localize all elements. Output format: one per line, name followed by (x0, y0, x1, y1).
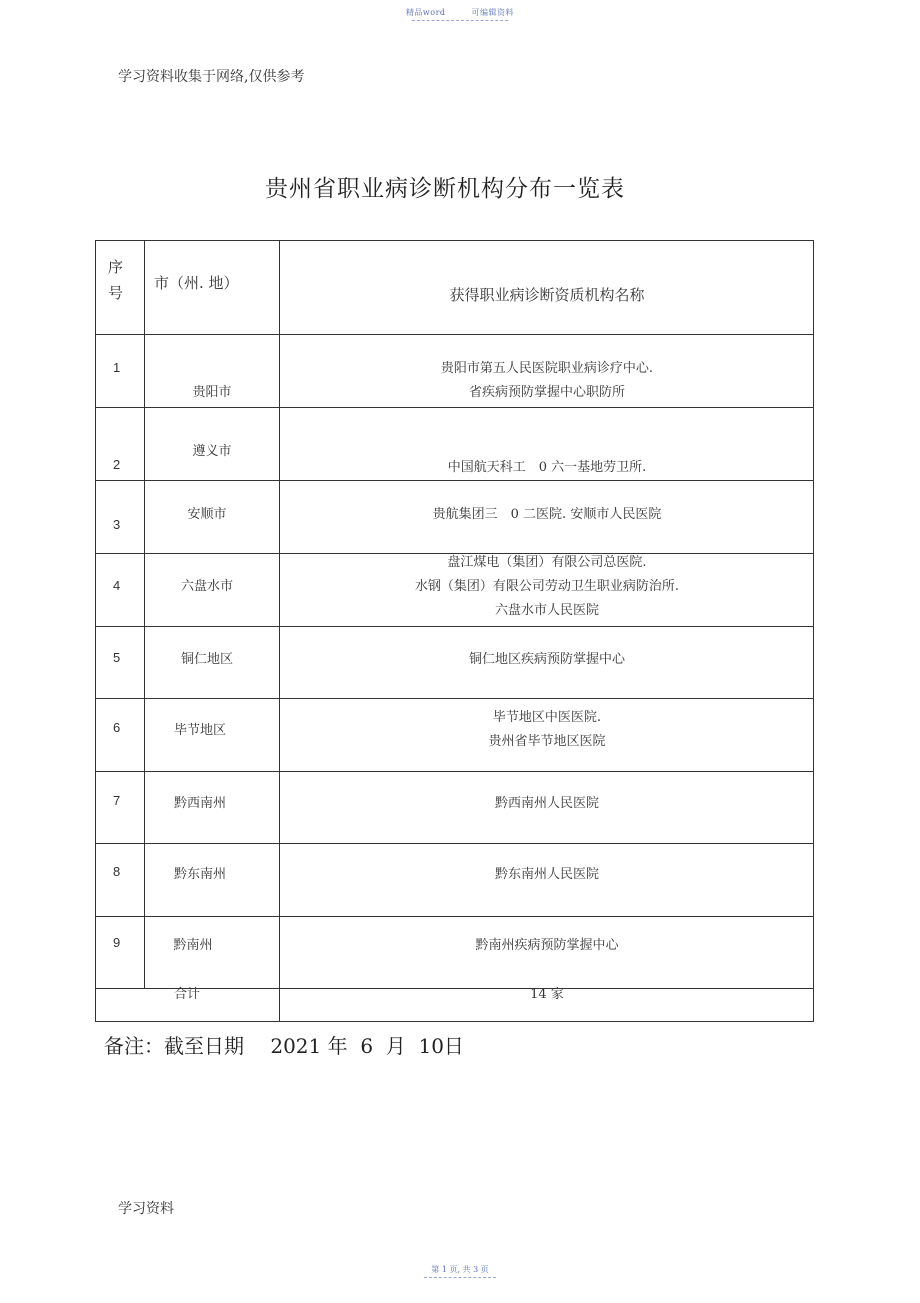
row-6-institution-line: 毕节地区中医医院. (492, 710, 602, 725)
row-divider (95, 916, 814, 917)
row-1-number: 1 (113, 360, 121, 375)
row-4-institution-line: 盘江煤电（集团）有限公司总医院. (447, 555, 647, 570)
row-7-institution-line: 黔西南州人民医院 (494, 796, 599, 811)
row-divider (95, 626, 814, 627)
total-value: 14 家 (530, 987, 564, 1002)
top-note-right: 可编辑资料 (471, 8, 515, 17)
row-6-city: 毕节地区 (173, 723, 226, 738)
row-3-number: 3 (113, 517, 121, 532)
row-8-institution-line: 黔东南州人民医院 (494, 867, 599, 882)
bottom-dashed-rule (424, 1277, 496, 1278)
row-7-city: 黔西南州 (173, 796, 226, 811)
row-5-institution-line: 铜仁地区疾病预防掌握中心 (468, 652, 625, 667)
row-3-institution-line: 贵航集团三 0 二医院. 安顺市人民医院 (432, 507, 662, 522)
header-institution: 获得职业病诊断资质机构名称 (449, 286, 645, 304)
document-title: 贵州省职业病诊断机构分布一览表 (265, 176, 625, 202)
row-6-number: 6 (113, 720, 121, 735)
header-index-line2: 号 (108, 284, 124, 302)
row-9-city: 黔南州 (173, 938, 213, 953)
page-number: 第 1 页, 共 3 页 (431, 1265, 489, 1274)
row-6-institution-line: 贵州省毕节地区医院 (488, 734, 606, 749)
row-5-number: 5 (113, 650, 121, 665)
row-4-number: 4 (113, 578, 121, 593)
row-3-city: 安顺市 (187, 507, 227, 522)
row-2-city: 遵义市 (192, 444, 232, 459)
top-note-left: 精品word (405, 8, 446, 17)
row-2-institution-line: 中国航天科工 0 六一基地劳卫所. (447, 460, 647, 475)
row-8-city: 黔东南州 (173, 867, 226, 882)
row-4-institution-line: 水钢（集团）有限公司劳动卫生职业病防治所. (414, 579, 680, 594)
total-label: 合计 (173, 987, 200, 1002)
row-5-city: 铜仁地区 (180, 652, 233, 667)
row-divider (95, 843, 814, 844)
top-dashed-rule (412, 20, 508, 21)
remark-cutoff-date: 备注：截至日期 2021 年 6 月 10日 (104, 1034, 464, 1058)
footer-note: 学习资料 (118, 1201, 174, 1217)
row-divider (95, 480, 814, 481)
row-1-institution-line: 省疾病预防掌握中心职防所 (468, 385, 625, 400)
row-1-institution-line: 贵阳市第五人民医院职业病诊疗中心. (440, 361, 654, 376)
header-index-line1: 序 (108, 258, 124, 276)
top-watermark-note (0, 7, 920, 18)
row-7-number: 7 (113, 793, 121, 808)
row-9-institution-line: 黔南州疾病预防掌握中心 (475, 938, 619, 953)
row-divider (95, 407, 814, 408)
row-8-number: 8 (113, 864, 121, 879)
row-4-institution-line: 六盘水市人民医院 (494, 603, 599, 618)
header-city: 市（州. 地） (154, 274, 239, 292)
row-2-number: 2 (113, 457, 121, 472)
header-note: 学习资料收集于网络,仅供参考 (118, 69, 305, 85)
row-divider (95, 771, 814, 772)
row-9-number: 9 (113, 935, 121, 950)
row-4-city: 六盘水市 (180, 579, 233, 594)
row-divider (95, 334, 814, 335)
row-divider (95, 698, 814, 699)
row-1-city: 贵阳市 (192, 385, 232, 400)
